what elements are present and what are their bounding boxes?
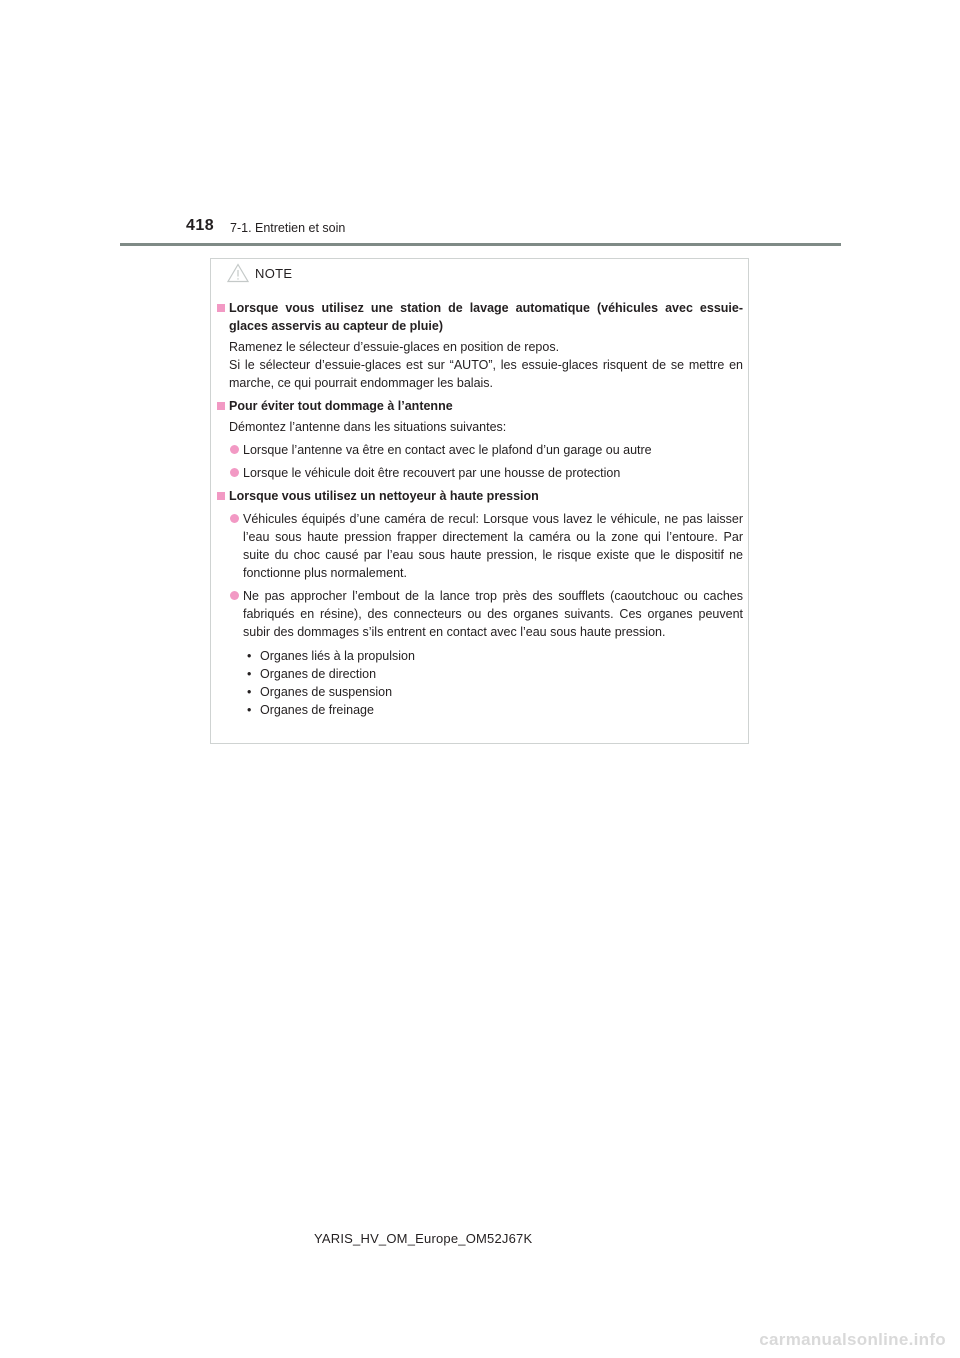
item-title-text: Pour éviter tout dommage à l’antenne <box>229 399 453 413</box>
organ-list-item: • Organes de freinage <box>247 701 743 719</box>
circle-bullet-icon <box>230 445 239 454</box>
organ-list-item: • Organes de suspension <box>247 683 743 701</box>
item-title <box>217 299 743 335</box>
square-bullet-icon <box>217 402 225 410</box>
organ-list-item: • Organes de direction <box>247 665 743 683</box>
note-item-antenna <box>217 397 743 482</box>
item-paragraph: Démontez l’antenne dans les situations suivantes: <box>229 420 507 434</box>
item-title-text: Lorsque vous utilisez une station de lavage automatique (véhicules avec essuie-glaces asservis au capteur de pluie) <box>229 301 743 333</box>
list-item <box>217 464 743 482</box>
header-rule <box>120 243 841 246</box>
list-item-text: Ne pas approcher l’embout de la lance trop près des soufflets (caoutchouc ou caches fabriqués en résine), des connecteurs ou des organes suivants. Ces organes peuvent subir des dommages s’ils entrent en contact avec l’eau sous haute pression. <box>243 589 743 639</box>
list-item-text: Véhicules équipés d’une caméra de recul: Lorsque vous lavez le véhicule, ne pas laisser l’eau sous haute pression frapper directement la caméra ou la zone qui l’entoure. Par suite du choc causé par l’eau sous haute pression, le risque existe que le dispositif ne fonctionne plus normalement. <box>243 512 743 580</box>
organ-list <box>217 647 743 719</box>
list-item <box>217 587 743 641</box>
list-item-text: Lorsque le véhicule doit être recouvert par une housse de protection <box>243 466 621 480</box>
list-item <box>217 441 743 459</box>
page-number: 418 <box>186 217 215 234</box>
item-title <box>217 397 743 415</box>
note-item-pressure-washer <box>217 487 743 719</box>
paragraph-line: Si le sélecteur d’essuie-glaces est sur “AUTO”, les essuie-glaces risquent de se mettre en marche, ce qui pourrait endommager les balais. <box>229 358 743 390</box>
document-code: YARIS_HV_OM_Europe_OM52J67K <box>314 1231 533 1246</box>
square-bullet-icon <box>217 304 225 312</box>
item-title <box>217 487 743 505</box>
note-label: NOTE <box>255 265 293 281</box>
circle-bullet-icon <box>230 591 239 600</box>
circle-bullet-icon <box>230 468 239 477</box>
warning-triangle-icon <box>227 263 249 283</box>
circle-bullet-icon <box>230 514 239 523</box>
section-title: 7-1. Entretien et soin <box>230 221 346 235</box>
note-item-car-wash <box>217 299 743 392</box>
square-bullet-icon <box>217 492 225 500</box>
item-title-text: Lorsque vous utilisez un nettoyeur à haute pression <box>229 489 539 503</box>
organ-list-item: • Organes liés à la propulsion <box>247 647 743 665</box>
list-item <box>217 510 743 582</box>
watermark: carmanualsonline.info <box>759 1330 946 1349</box>
paragraph-line: Ramenez le sélecteur d’essuie-glaces en position de repos. <box>229 340 560 354</box>
list-item-text: Lorsque l’antenne va être en contact avec le plafond d’un garage ou autre <box>243 443 652 457</box>
note-header <box>227 259 292 287</box>
note-body <box>217 299 743 724</box>
item-paragraph <box>217 338 743 392</box>
note-box <box>210 258 749 744</box>
